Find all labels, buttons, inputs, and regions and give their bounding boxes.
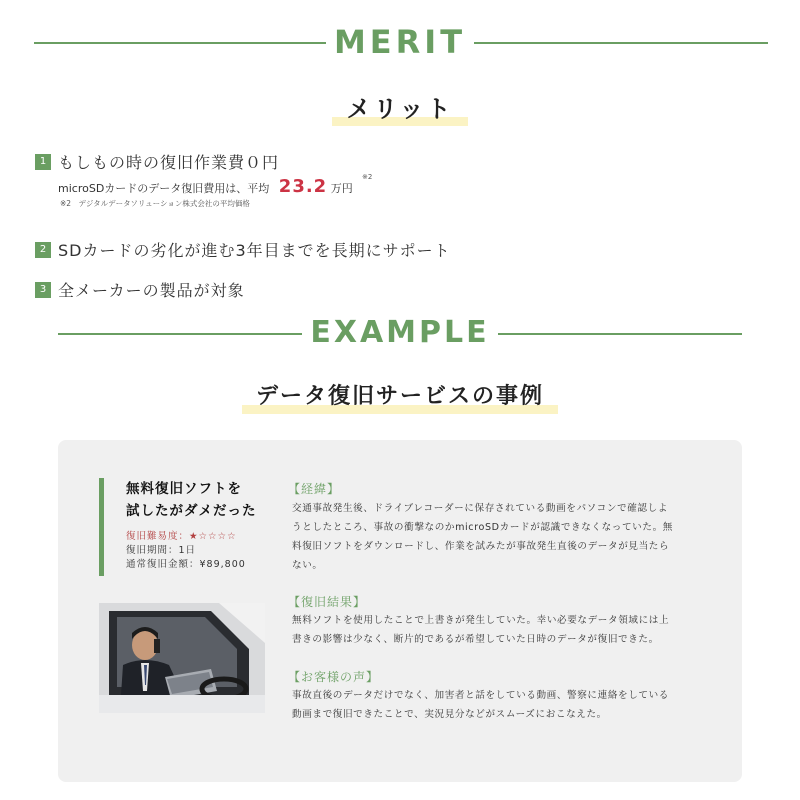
merit-title: MERIT <box>333 23 467 61</box>
case-title-line-1: 無料復旧ソフトを <box>126 481 242 497</box>
price-note-prefix: microSDカードのデータ復旧費用は、平均 <box>58 182 270 195</box>
merit-rule-left <box>34 42 326 44</box>
merit-subtitle-text: メリット <box>332 92 467 126</box>
case-price: 通常復旧金額：¥89,800 <box>126 559 246 570</box>
case-section-result-line: 書きの影響は少なく、断片的であるが希望していた日時のデータが復旧できた。 <box>292 634 659 645</box>
example-subtitle-text: データ復旧サービスの事例 <box>242 380 558 414</box>
case-section-background-line: うとしたところ、事故の衝撃なのかmicroSDカードが認識できなくなっていた。無 <box>292 522 673 533</box>
case-section-result-heading: 【復旧結果】 <box>288 595 367 609</box>
merit-number-1: 1 <box>35 154 51 170</box>
example-rule-right <box>498 333 742 335</box>
case-section-result-line: 無料ソフトを使用したことで上書きが発生していた。幸い必要なデータ領域には上 <box>292 615 670 626</box>
merit-item-2-text: SDカードの劣化が進む3年目までを長期にサポート <box>58 241 451 260</box>
case-section-background-line: 交通事故発生後、ドライブレコーダーに保存されている動画をパソコンで確認しよ <box>292 503 669 514</box>
merit-subtitle <box>250 92 550 126</box>
example-title: EXAMPLE <box>310 315 490 350</box>
case-section-voice-line: 動画まで復旧できたことで、実況見分などがスムーズにおこなえた。 <box>292 709 607 720</box>
merit-footnote: ※2 デジタルデータソリューション株式会社の平均価格 <box>60 199 250 208</box>
merit-number-2: 2 <box>35 242 51 258</box>
case-title-line-2: 試したがダメだった <box>126 503 257 519</box>
price-unit: 万円 <box>330 182 353 195</box>
case-title-bar <box>99 478 104 576</box>
case-section-result-body <box>292 611 712 649</box>
case-period: 復旧期間：1日 <box>126 545 197 556</box>
man-in-car-image <box>99 603 265 713</box>
case-section-voice-heading: 【お客様の声】 <box>288 670 380 684</box>
case-section-background-heading: 【経緯】 <box>288 482 341 496</box>
case-difficulty: 復旧難易度：★☆☆☆☆ <box>126 531 237 542</box>
case-title <box>126 478 257 522</box>
case-section-background-line: ない。 <box>292 560 323 571</box>
example-subtitle <box>200 380 600 414</box>
merit-item-1-text: もしもの時の復旧作業費０円 <box>58 153 280 172</box>
case-photo <box>99 603 265 713</box>
merit-price-note <box>58 176 353 197</box>
case-meta <box>126 530 246 572</box>
merit-number-3: 3 <box>35 282 51 298</box>
price-value: 23.2 <box>278 176 328 197</box>
example-rule-left <box>58 333 302 335</box>
case-section-background-line: 料復旧ソフトをダウンロードし、作業を試みたが事故発生直後のデータが見当たら <box>292 541 670 552</box>
price-note-mark: ※2 <box>362 173 373 181</box>
case-section-voice-body <box>292 686 712 724</box>
case-section-voice-line: 事故直後のデータだけでなく、加害者と話をしている動画、警察に連絡をしている <box>292 690 669 701</box>
merit-item-3-text: 全メーカーの製品が対象 <box>58 281 245 300</box>
case-section-background-body <box>292 499 712 575</box>
merit-rule-right <box>474 42 768 44</box>
